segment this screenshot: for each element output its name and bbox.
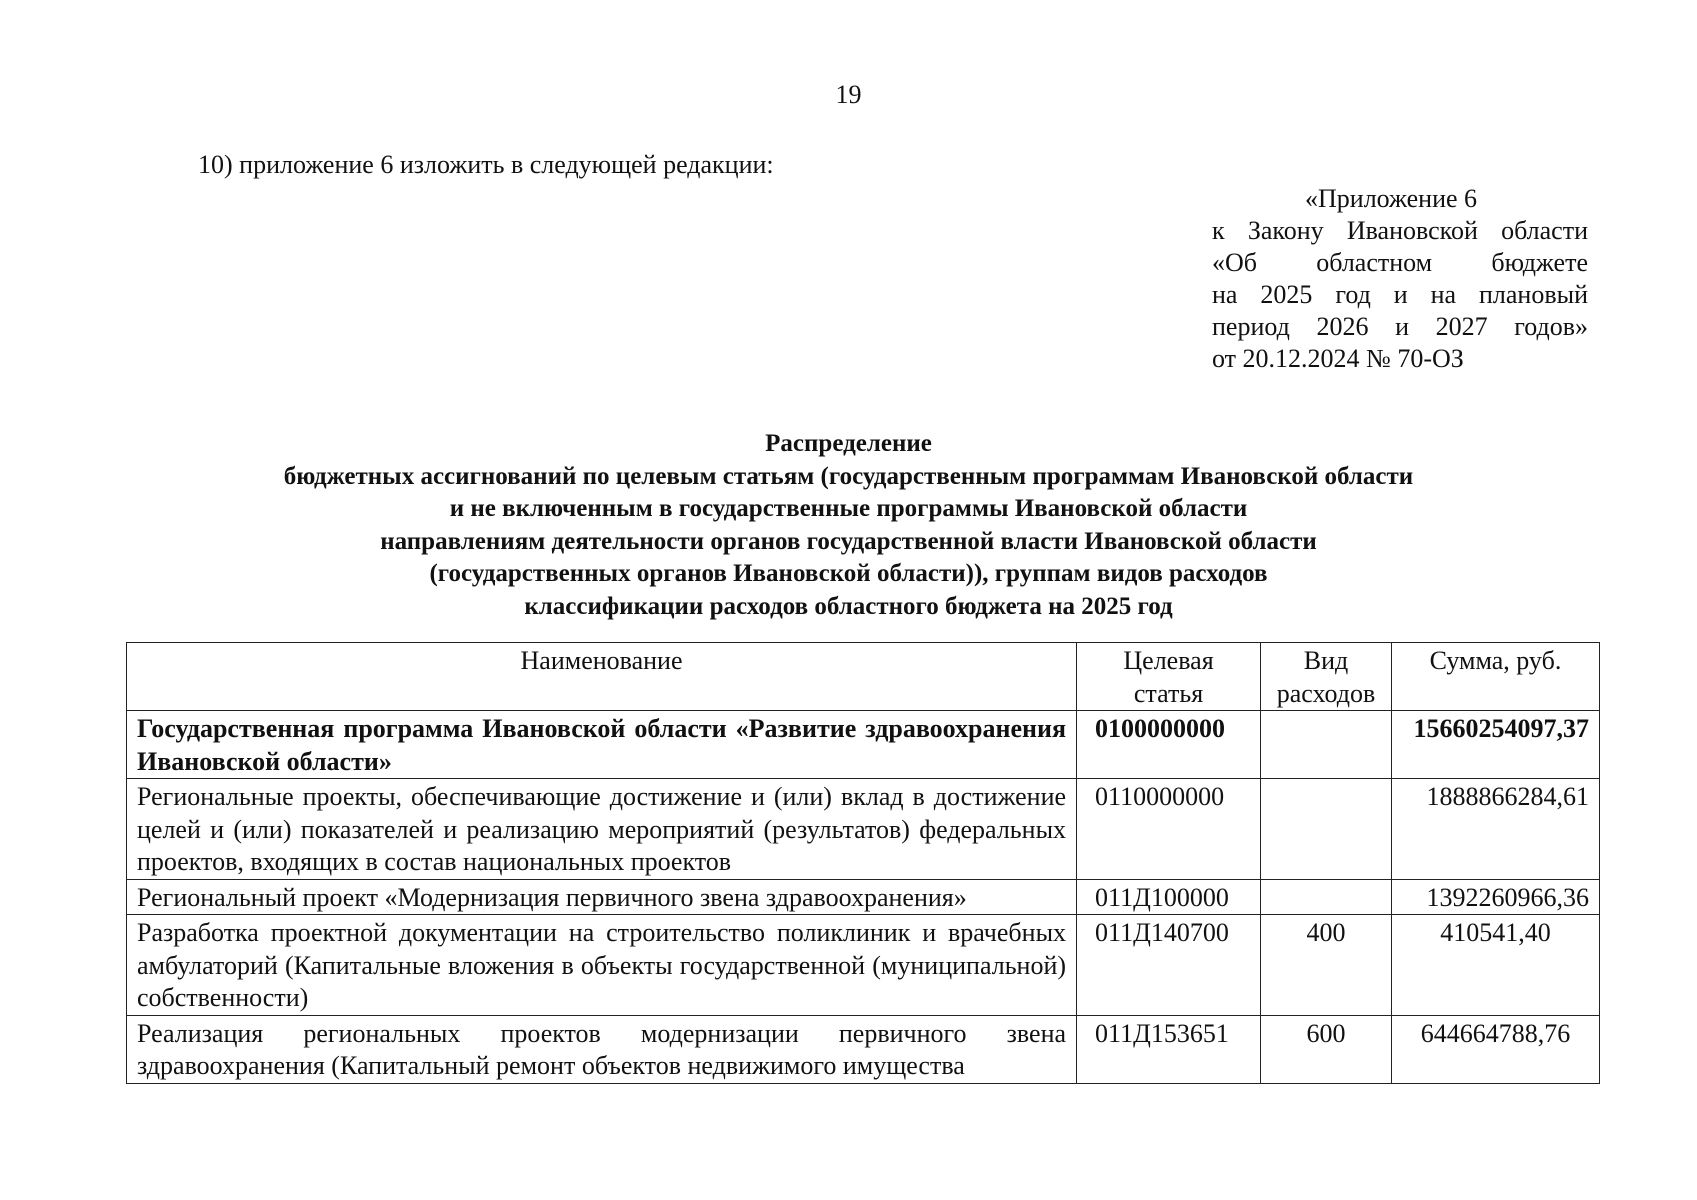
appendix-line: период 2026 и 2027 годов» <box>1212 312 1588 341</box>
document-title <box>0 428 1697 623</box>
row-sum: 1888866284,61 <box>1392 779 1600 880</box>
row-code: 011Д153651 <box>1077 1015 1261 1083</box>
row-name: Региональные проекты, обеспечивающие достижение и (или) вклад в достижение целей и (или) показателей и реализацию мероприятий (результатов) федеральных проектов, входящих в состав национальных проектов <box>127 779 1077 880</box>
table-row <box>127 915 1600 1016</box>
appendix-line: от 20.12.2024 № 70-ОЗ <box>1212 344 1464 373</box>
title-line: (государственных органов Ивановской области)), группам видов расходов <box>429 560 1268 587</box>
row-kind <box>1261 711 1392 779</box>
table-row <box>127 779 1600 880</box>
table-header-row <box>127 643 1600 711</box>
budget-table <box>126 642 1600 1084</box>
title-line: и не включенным в государственные программы Ивановской области <box>449 495 1248 522</box>
appendix-reference <box>1212 183 1588 375</box>
row-sum: 644664788,76 <box>1392 1015 1600 1083</box>
header-code: Целевая статья <box>1077 643 1261 711</box>
appendix-line: на 2025 год и на плановый <box>1212 280 1588 309</box>
row-code: 011Д140700 <box>1077 915 1261 1016</box>
title-line: направлениям деятельности органов государственной власти Ивановской области <box>380 527 1317 555</box>
row-kind: 400 <box>1261 915 1392 1016</box>
header-kind: Вид расходов <box>1261 643 1392 711</box>
appendix-line: «Об областном бюджете <box>1212 248 1588 277</box>
appendix-line: к Закону Ивановской области <box>1212 216 1588 245</box>
row-name: Реализация региональных проектов модернизации первичного звена здравоохранения (Капитальный ремонт объектов недвижимого имущества <box>127 1015 1077 1083</box>
title-line: Распределение <box>765 430 932 457</box>
table-row <box>127 711 1600 779</box>
row-name: Государственная программа Ивановской области «Развитие здравоохранения Ивановской области» <box>127 711 1077 779</box>
row-code: 0110000000 <box>1077 779 1261 880</box>
row-sum: 1392260966,36 <box>1392 879 1600 915</box>
row-sum: 15660254097,37 <box>1392 711 1600 779</box>
row-code: 0100000000 <box>1077 711 1261 779</box>
row-sum: 410541,40 <box>1392 915 1600 1016</box>
page-number: 19 <box>835 80 862 109</box>
appendix-line: «Приложение 6 <box>1305 184 1478 213</box>
title-line: классификации расходов областного бюджета на 2025 год <box>524 592 1173 620</box>
row-kind: 600 <box>1261 1015 1392 1083</box>
row-kind <box>1261 779 1392 880</box>
intro-text: 10) приложение 6 изложить в следующей редакции: <box>198 150 774 179</box>
table-row <box>127 1015 1600 1083</box>
row-code: 011Д100000 <box>1077 879 1261 915</box>
row-name: Региональный проект «Модернизация первичного звена здравоохранения» <box>127 879 1077 915</box>
row-name: Разработка проектной документации на строительство поликлиник и врачебных амбулаторий (Капитальные вложения в объекты государственной (муниципальной) собственности) <box>127 915 1077 1016</box>
header-sum: Сумма, руб. <box>1392 643 1600 711</box>
header-name: Наименование <box>127 643 1077 711</box>
title-line: бюджетных ассигнований по целевым статьям (государственным программам Ивановской области <box>283 462 1414 490</box>
table-row <box>127 879 1600 915</box>
row-kind <box>1261 879 1392 915</box>
